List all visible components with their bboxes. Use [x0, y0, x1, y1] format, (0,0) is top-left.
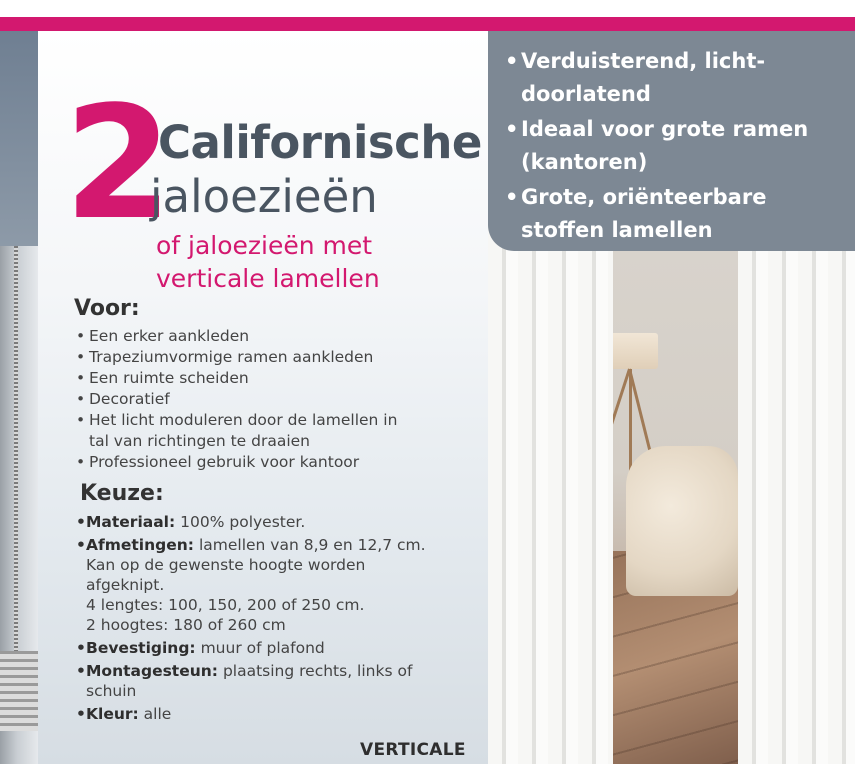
page-title-line1: Californische	[158, 116, 482, 169]
highlight-line: (kantoren)	[521, 150, 648, 174]
list-item-text: Professioneel gebruik voor kantoor	[89, 453, 360, 471]
spec-value: muur of plafond	[200, 639, 325, 657]
highlight-line: doorlatend	[521, 82, 651, 106]
list-item-text: Een ruimte scheiden	[89, 369, 249, 387]
list-item-text: Het licht moduleren door de lamellen in	[89, 411, 398, 429]
section-number: 2	[64, 72, 169, 254]
highlight-line: Ideaal voor grote ramen	[521, 117, 809, 141]
list-item	[76, 347, 476, 368]
list-item	[76, 389, 476, 410]
spec-label: Materiaal:	[86, 513, 176, 531]
highlight-line: Grote, oriënteerbare	[521, 185, 767, 209]
keuze-list	[76, 512, 476, 727]
spec-value: lamellen van 8,9 en 12,7 cm.	[198, 536, 426, 554]
highlight-item	[505, 113, 845, 179]
spec-value: schuin	[86, 682, 137, 700]
spec-value: 4 lengtes: 100, 150, 200 of 250 cm.	[86, 596, 365, 614]
list-item-text: tal van richtingen te draaien	[89, 432, 311, 450]
highlights-list	[505, 45, 845, 249]
spec-value: plaatsing rechts, links of	[222, 662, 413, 680]
spec-label: Bevestiging:	[86, 639, 196, 657]
highlight-line: Verduisterend, licht-	[521, 49, 766, 73]
list-item-text: Een erker aankleden	[89, 327, 250, 345]
armchair-image	[626, 446, 738, 596]
list-item	[76, 368, 476, 389]
spec-value: alle	[143, 705, 172, 723]
spec-kleur	[76, 704, 476, 724]
subtitle-line: verticale lamellen	[156, 264, 380, 293]
spec-afmetingen	[76, 535, 476, 635]
spec-montagesteun	[76, 661, 476, 701]
highlights-box	[488, 31, 855, 251]
spec-label: Afmetingen:	[86, 536, 195, 554]
blind-slats-image	[0, 651, 38, 731]
spec-label: Kleur	[86, 705, 133, 723]
footer-label: VERTICALE	[360, 740, 466, 760]
voor-heading: Voor:	[74, 296, 140, 321]
spec-value: 2 hoogtes: 180 of 260 cm	[86, 616, 286, 634]
spec-value: Kan op de gewenste hoogte worden	[86, 556, 366, 574]
accent-stripe	[0, 17, 855, 31]
page-title-line2: jaloezieën	[150, 170, 378, 223]
spec-bevestiging	[76, 638, 476, 658]
list-item	[76, 410, 476, 452]
list-item-text: Trapeziumvormige ramen aankleden	[89, 348, 374, 366]
spec-label: Montagesteun:	[86, 662, 218, 680]
subtitle-line: of jaloezieën met	[156, 231, 373, 260]
list-item	[76, 452, 476, 473]
voor-list	[76, 326, 476, 473]
spec-materiaal	[76, 512, 476, 532]
keuze-heading: Keuze:	[80, 481, 164, 506]
spec-value: afgeknipt.	[86, 576, 165, 594]
highlight-item	[505, 45, 845, 111]
roller-blind-image	[0, 31, 38, 246]
list-item	[76, 326, 476, 347]
left-window-photo	[0, 31, 38, 764]
blind-cord-image	[14, 246, 18, 716]
highlight-line: stoffen lamellen	[521, 218, 713, 242]
highlight-item	[505, 181, 845, 247]
spec-separator: :	[132, 705, 139, 723]
list-item-text: Decoratief	[89, 390, 170, 408]
spec-value: 100% polyester.	[180, 513, 306, 531]
page-subtitle	[156, 229, 476, 295]
top-bar	[0, 0, 855, 31]
